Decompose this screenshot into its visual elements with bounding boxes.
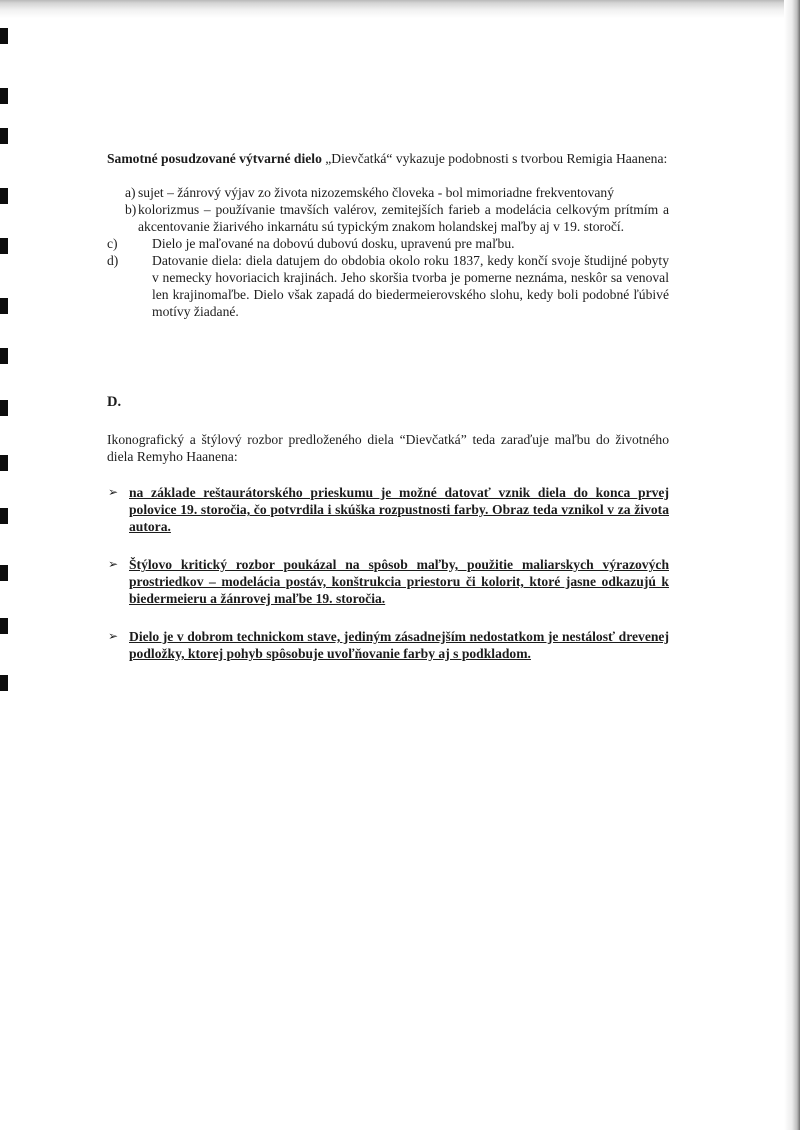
bullet-text: na základe reštaurátorského prieskumu je možné datovať vznik diela do konca prvej polovice 19. storočia, čo potvrdila i skúška rozpustnosti farby. Obraz teda vznikol v za života autora. bbox=[129, 485, 669, 534]
list-marker: a) bbox=[125, 185, 136, 200]
list-marker: d) bbox=[107, 253, 119, 268]
conclusion-list bbox=[107, 484, 669, 662]
arrow-bullet-icon: ➢ bbox=[108, 629, 119, 643]
list-item-text: kolorizmus – používanie tmavších valérov, zemitejších farieb a modelácia celkovým prítmím a akcentovanie žiarivého inkarnátu sú typickým znakom holandskej maľby aj v 19. storočí. bbox=[138, 202, 669, 234]
scan-top-edge bbox=[0, 0, 800, 18]
list-item-text: sujet – žánrový výjav zo života nizozemského človeka - bol mimoriadne frekventovaný bbox=[138, 185, 615, 200]
arrow-bullet-icon: ➢ bbox=[108, 557, 119, 571]
list-marker: b) bbox=[125, 202, 137, 217]
intro-text: „Dievčatká“ vykazuje podobnosti s tvorbou Remigia Haanena: bbox=[321, 151, 668, 166]
bullet-text: Štýlovo kritický rozbor poukázal na spôsob maľby, použitie maliarskych výrazových prostriedkov – modelácia postáv, konštrukcia priestoru či kolorit, ktoré jasne odkazujú k biedermeieru a žánrovej maľbe 19. storočia. bbox=[129, 557, 669, 606]
bullet-text: Dielo je v dobrom technickom stave, jediným zásadnejším nedostatkom je nestálosť drevenej podložky, ktorej pohyb spôsobuje uvoľňovanie farby aj s podkladom. bbox=[129, 629, 669, 661]
list-marker: c) bbox=[107, 236, 118, 251]
intro-paragraph bbox=[107, 150, 669, 167]
list-item bbox=[107, 484, 669, 535]
list-item bbox=[107, 252, 669, 320]
characteristics-list bbox=[107, 184, 669, 320]
list-item bbox=[107, 628, 669, 662]
list-item-text: Datovanie diela: diela datujem do obdobia okolo roku 1837, kedy končí svoje študijné pobyty v nemecky hovoriacich krajinách. Jeho skoršia tvorba je pomerne neznáma, neskôr sa venoval len krajinomaľbe. Dielo však zapadá do biedermeierovského slohu, kedy boli podobné ľúbivé motívy žiadané. bbox=[152, 253, 669, 319]
list-item bbox=[107, 184, 669, 201]
list-item bbox=[107, 235, 669, 252]
list-item bbox=[107, 201, 669, 235]
intro-bold-text: Samotné posudzované výtvarné dielo bbox=[107, 151, 322, 166]
conclusion-intro: Ikonografický a štýlový rozbor predloženého diela “Dievčatká” teda zaraďuje maľbu do životného diela Remyho Haanena: bbox=[107, 432, 669, 464]
scan-right-edge bbox=[784, 0, 800, 1130]
list-item bbox=[107, 556, 669, 607]
arrow-bullet-icon: ➢ bbox=[108, 485, 119, 499]
document-body bbox=[107, 150, 669, 683]
list-item-text: Dielo je maľované na dobovú dubovú dosku, upravenú pre maľbu. bbox=[152, 236, 515, 251]
binding-holes bbox=[0, 0, 12, 1130]
section-heading: D. bbox=[107, 394, 122, 410]
